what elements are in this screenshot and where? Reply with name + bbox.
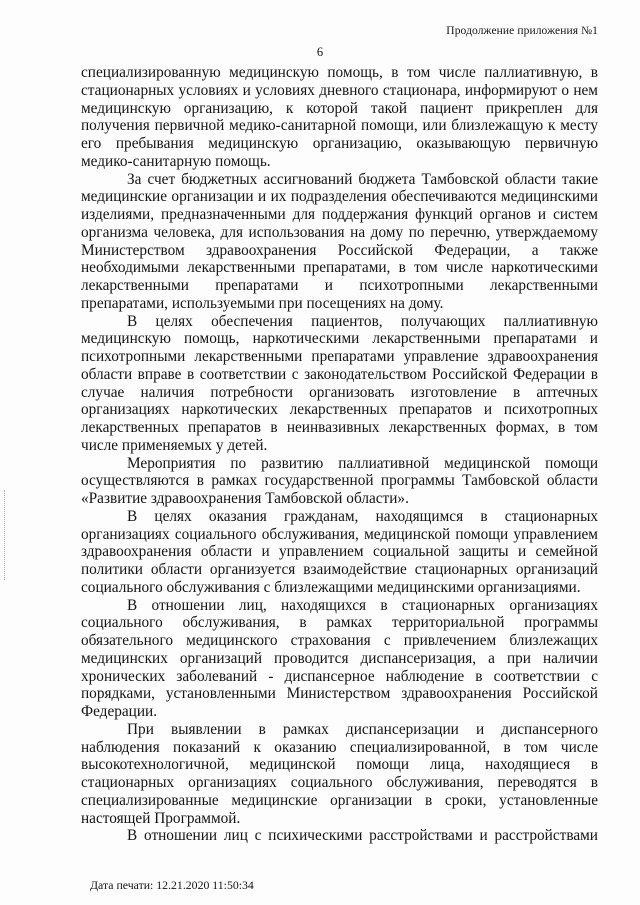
paragraph-1: специализированную медицинскую помощь, в том числе паллиативную, в стационарных условиях и условиях дневного стационара, информируют о нем медицинскую организацию, к которой такой пациент прикреплен для получения первичной медико-санитарной помощи, или близлежащую к месту его пребывания медицинскую организацию, оказывающую первичную медико-санитарную помощь. [81, 64, 598, 170]
scan-margin-mark [4, 490, 7, 580]
paragraph-3: В целях обеспечения пациентов, получающих паллиативную медицинскую помощь, наркотическими лекарственными препаратами и психотропными лекарственными препаратами управление здравоохранения области вправе в соответствии с законодательством Российской Федерации в случае наличия потребности организовать изготовление в аптечных организациях наркотических лекарственных препаратов и психотропных лекарственных препаратов в неинвазивных лекарственных формах, в том числе применяемых у детей. [81, 312, 598, 454]
page-number: 6 [316, 45, 324, 59]
appendix-continuation-note: Продолжение приложения №1 [446, 25, 598, 37]
document-body [81, 64, 598, 845]
paragraph-8: В отношении лиц с психическими расстройствами и расстройствами [127, 827, 598, 845]
paragraph-7: При выявлении в рамках диспансеризации и диспансерного наблюдения показаний к оказанию специализированной, в том числе высокотехнологичной, медицинской помощи лица, находящиеся в стационарных организациях социального обслуживания, переводятся в специализированные медицинские организации в сроки, установленные настоящей Программой. [81, 720, 598, 827]
print-date: Дата печати: 12.21.2020 11:50:34 [90, 878, 254, 892]
paragraph-6: В отношении лиц, находящихся в стационарных организациях социального обслуживания, в рамках территориальной программы обязательного медицинского страхования с привлечением близлежащих медицинских организаций проводится диспансеризация, а при наличии хронических заболеваний - диспансерное наблюдение в соответствии с порядками, установленными Министерством здравоохранения Российской Федерации. [81, 596, 598, 720]
paragraph-5: В целях оказания гражданам, находящимся в стационарных организациях социального обслуживания, медицинской помощи управлением здравоохранения области и управлением социальной защиты и семейной политики области организуется взаимодействие стационарных организаций социального обслуживания с близлежащими медицинскими организациями. [81, 507, 598, 596]
paragraph-4: Мероприятия по развитию паллиативной медицинской помощи осуществляются в рамках государственной программы Тамбовской области «Развитие здравоохранения Тамбовской области». [81, 454, 598, 507]
paragraph-2: За счет бюджетных ассигнований бюджета Тамбовской области такие медицинские организации и их подразделения обеспечиваются медицинскими изделиями, предназначенными для поддержания функций органов и систем организма человека, для использования на дому по перечню, утверждаемому Министерством здравоохранения Российской Федерации, а также необходимыми лекарственными препаратами, в том числе наркотическими лекарственными препаратами и психотропными лекарственными препаратами, используемыми при посещениях на дому. [81, 170, 598, 312]
